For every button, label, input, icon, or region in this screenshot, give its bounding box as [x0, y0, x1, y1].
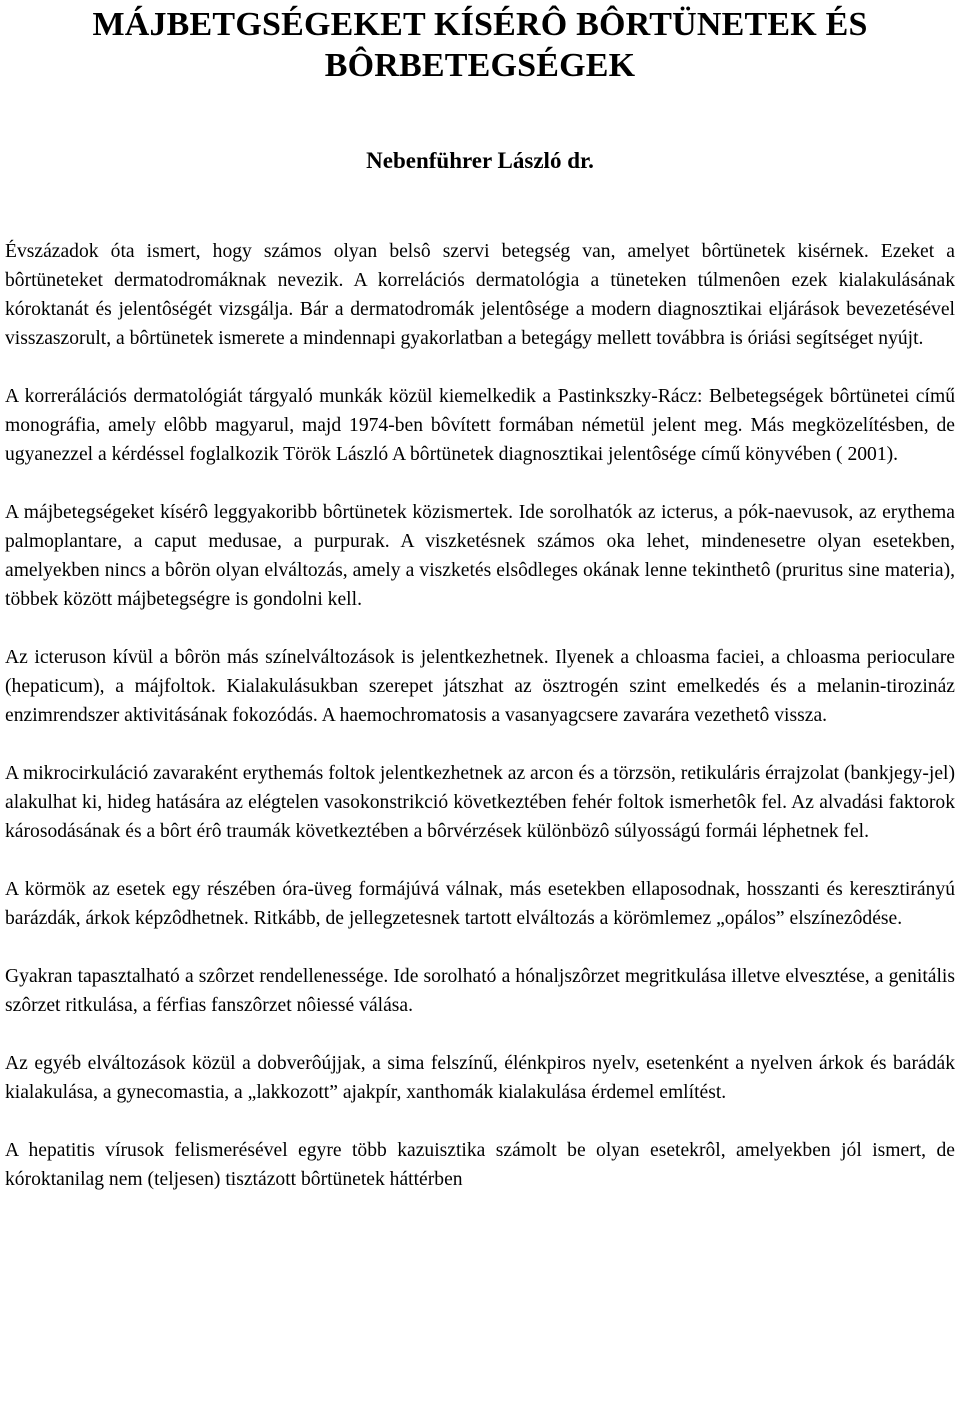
author-name: Nebenführer László dr. [366, 148, 594, 173]
paragraph: A mikrocirkuláció zavaraként erythemás foltok jelentkezhetnek az arcon és a törzsön, retikuláris érrajzolat (bankjegy-jel) alakulhat ki, hideg hatására az elégtelen vasokonstrikció következtében fehér foltok ismerhetôk fel. Az alvadási faktorok károsodásának és a bôrt érô traumák következtében a bôrvérzések különbözô súlyosságú formái léphetnek fel. [5, 763, 955, 842]
paragraph: Évszázadok óta ismert, hogy számos olyan belsô szervi betegség van, amelyet bôrtünetek kisérnek. Ezeket a bôrtüneteket dermatodromáknak nevezik. A korrelációs dermatológia a tüneteken túlmenôen ezek kialakulásának kóroktanát és jelentôségét vizsgálja. Bár a dermatodromák jelentôsége a modern diagnosztikai eljárások bevezetésével visszaszorult, a bôrtünetek ismerete a mindennapi gyakorlatban a betegágy mellett továbbra is óriási segítséget nyújt. [5, 241, 955, 349]
paragraph: A körmök az esetek egy részében óra-üveg formájúvá válnak, más esetekben ellaposodnak, hosszanti és keresztirányú barázdák, árkok képzôdhetnek. Ritkább, de jellegzetesnek tartott elváltozás a körömlemez „opálos” elszínezôdése. [5, 879, 955, 929]
paragraph: A májbetegségeket kísérô leggyakoribb bôrtünetek közismertek. Ide sorolhatók az icterus, a pók-naevusok, az erythema palmoplantare, a caput medusae, a purpurak. A viszketésnek számos oka lehet, mindenesetre olyan esetekben, amelyekben nincs a bôrön olyan elváltozás, amely a viszketés elsôdleges okának lenne tekinthetô (pruritus sine materia), többek között májbetegségre is gondolni kell. [5, 502, 955, 610]
paragraph: Gyakran tapasztalható a szôrzet rendellenessége. Ide sorolható a hónaljszôrzet megritkulása illetve elvesztése, a genitális szôrzet ritkulása, a férfias fanszôrzet nôiessé válása. [5, 966, 955, 1016]
document-title: MÁJBETGSÉGEKET KÍSÉRÔ BÔRTÜNETEK ÉS BÔRBETEGSÉGEK [92, 6, 868, 84]
document-body [0, 237, 960, 1194]
paragraph: Az egyéb elváltozások közül a dobverôújjak, a sima felszínű, élénkpiros nyelv, esetenként a nyelven árkok és barádák kialakulása, a gynecomastia, a „lakkozott” ajakpír, xanthomák kialakulása érdemel említést. [5, 1053, 955, 1103]
paragraph: Az icteruson kívül a bôrön más színelváltozások is jelentkezhetnek. Ilyenek a chloasma faciei, a chloasma perioculare (hepaticum), a májfoltok. Kialakulásukban szerepet játszhat az ösztrogén szint emelkedés és a melanin-tirozináz enzimrendszer aktivitásának fokozódás. A haemochromatosis a vasanyagcsere zavarára vezethetô vissza. [5, 647, 955, 726]
paragraph: A hepatitis vírusok felismerésével egyre több kazuisztika számolt be olyan esetekrôl, amelyekben jól ismert, de kóroktanilag nem (teljesen) tisztázott bôrtünetek háttérben [5, 1140, 955, 1190]
paragraph: A korrerálációs dermatológiát tárgyaló munkák közül kiemelkedik a Pastinkszky-Rácz: Belbetegségek bôrtünetei című monográfia, amely elôbb magyarul, majd 1974-ben bôvített formában németül jelent meg. Más megközelítésben, de ugyanezzel a kérdéssel foglalkozik Török László A bôrtünetek diagnosztikai jelentôsége című könyvében ( 2001). [5, 386, 955, 465]
